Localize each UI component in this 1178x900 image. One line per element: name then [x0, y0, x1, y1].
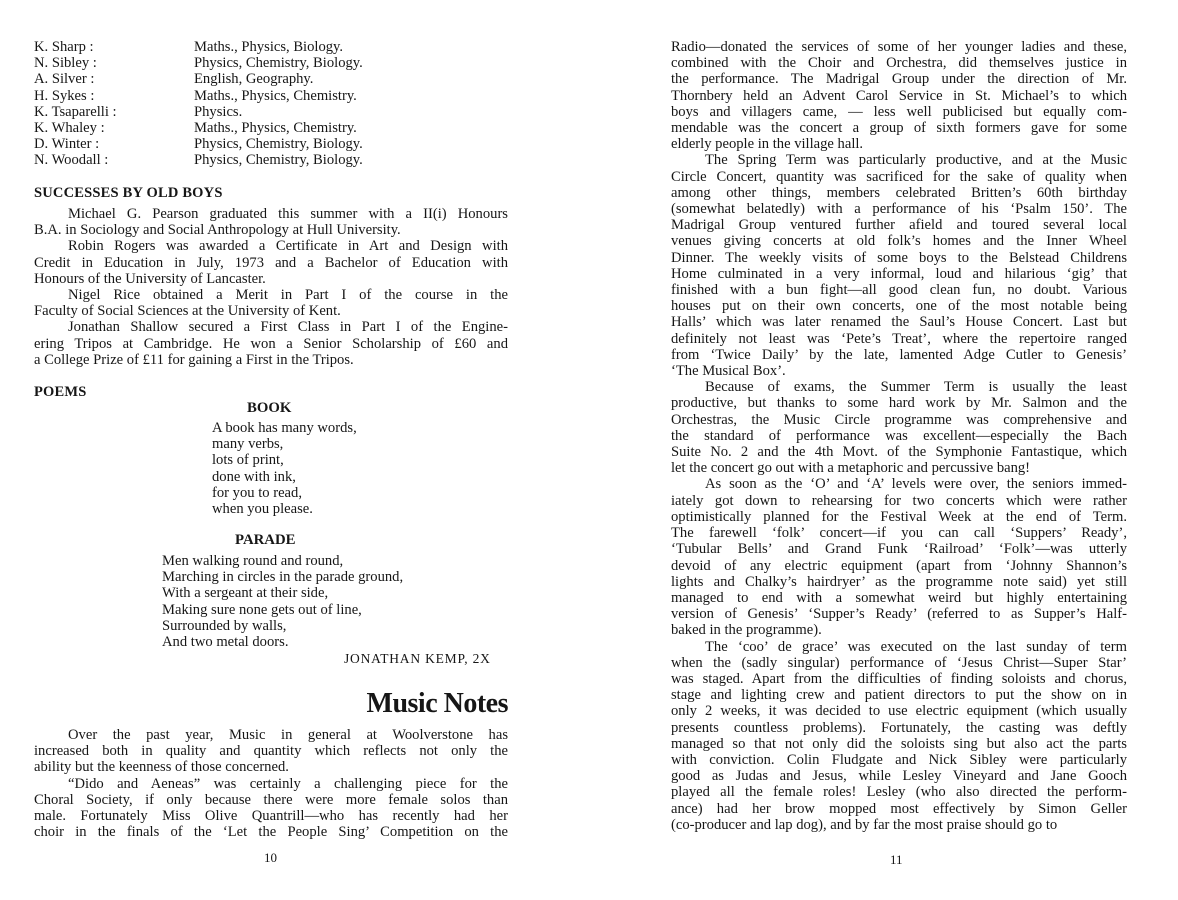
text-line: presents countless problems). Fortunately, the casting was deftly [671, 719, 1127, 736]
poem-parade [162, 553, 403, 650]
left-page [0, 0, 560, 900]
text-line: venues giving concerts at old folk’s homes and the Inner Wheel [671, 233, 1127, 250]
poems-heading: POEMS [34, 384, 87, 400]
right-page [600, 0, 1178, 900]
text-line: ‘The Musical Box’. [671, 363, 786, 380]
text-line: lights and Chalky’s hairdryer’ as the programme note said) yet still [671, 573, 1127, 590]
poem-author: JONATHAN KEMP, 2X [344, 651, 491, 666]
text-line: iately got down to rehearsing for two concerts which were rather [671, 492, 1127, 509]
text-line: definitely not least was ‘Pete’s Treat’, where the repertoire ranged [671, 330, 1127, 347]
text-line: The farewell ‘folk’ concert—if you can call ‘Suppers’ Ready’, [671, 525, 1127, 542]
student-name: K. Sharp : [34, 39, 94, 55]
text-line: stage and lighting crew and patient directors to put the show on in [671, 687, 1127, 704]
text-line: let the concert go out with a metaphoric and percussive bang! [671, 460, 1031, 477]
text-line: ‘Tubular Bells’ and Grand Funk ‘Railroad’ ‘Folk’—was utterly [671, 541, 1127, 558]
text-line: houses put on their own concerts, one of the most notable being [671, 298, 1127, 315]
text-line: increased both in quality and quantity which reflects not only the [34, 743, 508, 760]
text-line: when the (sadly singular) performance of ‘Jesus Christ—Super Star’ [671, 654, 1127, 671]
text-line: managed so that not only did the soloists sing but also act the parts [671, 735, 1127, 752]
student-subjects: Physics, Chemistry, Biology. [194, 152, 363, 169]
poem-line: many verbs, [212, 436, 284, 453]
music-notes-text [34, 727, 508, 840]
text-line: played all the female roles! Lesley (who also directed the perform- [671, 784, 1127, 801]
text-line: ability but the keenness of those concerned. [34, 759, 289, 776]
text-line: The Spring Term was particularly productive, and at the Music [705, 152, 1127, 169]
text-line: The ‘coo’ de grace’ was executed on the last sunday of term [705, 638, 1127, 655]
poem-line: Making sure none gets out of line, [162, 601, 362, 618]
text-line: choir in the finals of the ‘Let the People Sing’ Competition on the [34, 824, 508, 841]
poem-book [212, 420, 357, 517]
text-line: Dinner. The weekly visits of some boys to the Belstead Childrens [671, 249, 1127, 266]
student-subjects: Maths., Physics, Biology. [194, 39, 344, 55]
text-line: Honours of the University of Lancaster. [34, 270, 266, 287]
text-line: devoid of any electric equipment (apart from ‘Johnny Shannon’s [671, 557, 1127, 574]
text-line: As soon as the ‘O’ and ‘A’ levels were over, the seniors immed- [705, 476, 1127, 493]
text-line: ance) had her brow mopped most effectively by Simon Geller [671, 800, 1127, 817]
student-subjects: Physics. [194, 103, 243, 120]
student-name: N. Woodall : [34, 152, 109, 169]
text-line: Home culminated in a very informal, loud and hilarious ‘gig’ that [671, 265, 1127, 282]
page-number: 11 [890, 852, 903, 867]
text-line: only 2 weeks, it was decided to use electric equipment (which usually [671, 703, 1127, 720]
text-line: Radio—donated the services of some of her younger ladies and these, [671, 39, 1127, 55]
music-notes-heading: Music Notes [366, 688, 508, 719]
subject-list [34, 39, 363, 169]
text-line: (co-producer and lap dog), and by far the most praise should go to [671, 816, 1058, 833]
text-line: the performance. The Madrigal Group under the direction of Mr. [671, 71, 1127, 88]
student-name: H. Sykes : [34, 87, 95, 104]
poem-line: A book has many words, [212, 420, 357, 436]
text-line: “Dido and Aeneas” was certainly a challenging piece for the [68, 775, 508, 792]
text-line: with conviction. Colin Fludgate and Nick Sibley were particularly [671, 751, 1127, 768]
poem-line: lots of print, [212, 452, 284, 469]
poem-line: With a sergeant at their side, [162, 585, 329, 602]
text-line: B.A. in Sociology and Social Anthropology at Hull University. [34, 222, 401, 239]
text-line: Halls’ which was later renamed the Saul’s House Concert. Last but [671, 314, 1127, 331]
text-line: a College Prize of £11 for gaining a First in the Tripos. [34, 351, 354, 368]
text-line: Over the past year, Music in general at Woolverstone has [68, 727, 508, 743]
poem-line: for you to read, [212, 484, 302, 501]
text-line: baked in the programme). [671, 622, 822, 639]
subject-row [34, 104, 363, 120]
student-name: A. Silver : [34, 71, 95, 88]
text-line: Robin Rogers was awarded a Certificate in Art and Design with [68, 238, 508, 255]
student-subjects: Physics, Chemistry, Biology. [194, 55, 363, 72]
subject-row [34, 71, 363, 87]
text-line: Choral Society, if only because there were more female solos than [34, 791, 508, 808]
page-number: 10 [264, 850, 277, 865]
successes-heading: SUCCESSES BY OLD BOYS [34, 185, 223, 201]
poem-title-book: BOOK [247, 400, 292, 416]
text-line: ering Tripos at Cambridge. He won a Senior Scholarship of £60 and [34, 335, 508, 352]
text-line: good as Judas and Jesus, while Lesley Vineyard and Jane Gooch [671, 768, 1127, 785]
text-line: Because of exams, the Summer Term is usually the least [705, 379, 1127, 396]
text-line: among other things, members celebrated Britten’s 60th birthday [671, 184, 1127, 201]
student-name: N. Sibley : [34, 55, 97, 72]
poem-line: Men walking round and round, [162, 553, 344, 569]
student-subjects: Maths., Physics, Chemistry. [194, 119, 357, 136]
text-line: Madrigal Group ventured further afield and toured several local [671, 217, 1127, 234]
subject-row [34, 39, 363, 55]
student-subjects: English, Geography. [194, 71, 314, 88]
student-name: D. Winter : [34, 136, 100, 153]
subject-row [34, 152, 363, 168]
text-line: optimistically planned for the Festival Week at the end of Term. [671, 508, 1127, 525]
text-line: elderly people in the village hall. [671, 136, 864, 153]
student-subjects: Maths., Physics, Chemistry. [194, 87, 357, 104]
poem-line: done with ink, [212, 468, 296, 485]
student-subjects: Physics, Chemistry, Biology. [194, 136, 363, 153]
text-line: Suite No. 2 and the 4th Movt. of the Symphonie Fantastique, which [671, 444, 1127, 461]
text-line: Faculty of Social Sciences at the University of Kent. [34, 303, 341, 320]
text-line: finished with a bun fight—all good clean fun, no doubt. Various [671, 282, 1127, 299]
text-line: Credit in Education in July, 1973 and a Bachelor of Education with [34, 254, 508, 271]
text-line: Nigel Rice obtained a Merit in Part I of the course in the [68, 287, 508, 304]
text-line: Orchestras, the Music Circle programme was comprehensive and [671, 411, 1127, 428]
student-name: K. Whaley : [34, 119, 105, 136]
poem-line: when you please. [212, 501, 313, 518]
poem-line: And two metal doors. [162, 634, 289, 651]
text-line: version of Genesis’ ‘Supper’s Ready’ (referred to as Supper’s Half- [671, 606, 1127, 623]
text-line: male. Fortunately Miss Olive Quantrill—who has recently had her [34, 808, 508, 825]
poem-line: Surrounded by walls, [162, 617, 287, 634]
subject-row [34, 136, 363, 152]
text-line: managed to end with a somewhat weird but highly entertaining [671, 589, 1127, 606]
text-line: Thornbery held an Advent Carol Service in St. Michael’s to which [671, 87, 1127, 104]
text-line: from ‘Twice Daily’ by the late, lamented Adge Cutler to Genesis’ [671, 346, 1127, 363]
text-line: productive, but thanks to some hard work by Mr. Salmon and the [671, 395, 1127, 412]
text-line: was staged. Apart from the difficulties of finding soloists and chorus, [671, 670, 1127, 687]
subject-row [34, 120, 363, 136]
student-name: K. Tsaparelli : [34, 103, 117, 120]
subject-row [34, 88, 363, 104]
text-line: mendable was the concert a group of sixth formers gave for some [671, 120, 1127, 137]
poem-line: Marching in circles in the parade ground, [162, 569, 404, 586]
text-line: combined with the Choir and Orchestra, did themselves justice in [671, 55, 1127, 72]
text-line: the standard of performance was excellent—especially the Bach [671, 427, 1127, 444]
subject-row [34, 55, 363, 71]
successes-text [34, 206, 508, 368]
text-line: boys and villagers came, — less well publicised but equally com- [671, 103, 1127, 120]
text-line: Jonathan Shallow secured a First Class in Part I of the Engine- [68, 319, 508, 336]
music-notes-continued [671, 39, 1127, 833]
text-line: (somewhat belatedly) with a performance of his ‘Psalm 150’. The [671, 201, 1127, 218]
text-line: Michael G. Pearson graduated this summer with a II(i) Honours [68, 206, 508, 222]
poem-title-parade: PARADE [235, 532, 296, 548]
text-line: Circle Concert, quantity was sacrificed for the sake of quality when [671, 168, 1127, 185]
